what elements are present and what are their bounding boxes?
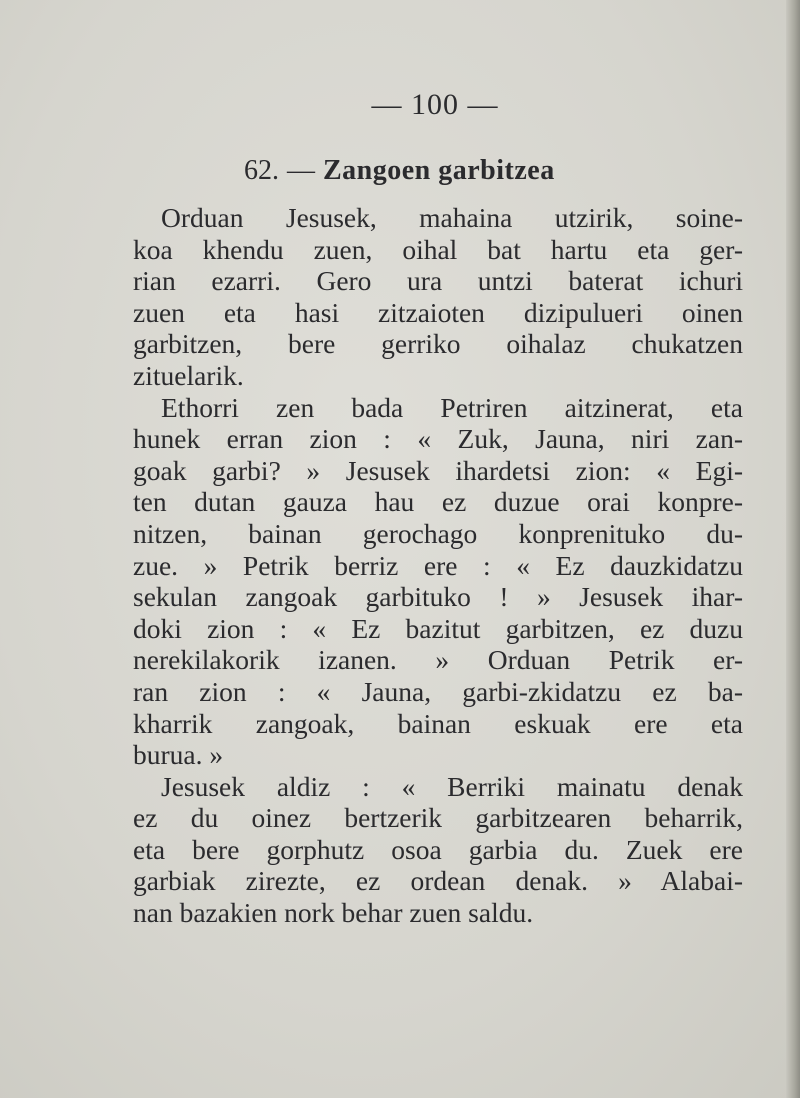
section-title — [244, 155, 555, 187]
text-line: eta bere gorphutz osoa garbia du. Zuek ere — [133, 833, 743, 865]
text-line: garbiak zirezte, ez ordean denak. » Alabai- — [133, 865, 743, 897]
text-line: goak garbi? » Jesusek ihardetsi zion: « Egi- — [133, 454, 743, 486]
text-line: kharrik zangoak, bainan eskuak ere eta — [133, 707, 743, 739]
section-dash: — — [287, 155, 315, 186]
text-line: ran zion : « Jauna, garbi-zkidatzu ez ba- — [133, 675, 743, 707]
section-number: 62. — [244, 155, 279, 186]
text-line: Orduan Jesusek, mahaina utzirik, soine- — [161, 202, 743, 233]
text-line: Ethorri zen bada Petriren aitzinerat, eta — [161, 391, 743, 423]
text-line: rian ezarri. Gero ura untzi baterat ichuri — [133, 265, 743, 297]
text-line: hunek erran zion : « Zuk, Jauna, niri zan- — [133, 423, 743, 455]
text-line: Jesusek aldiz : « Berriki mainatu denak — [161, 770, 743, 802]
text-line: zuen eta hasi zitzaioten dizipulueri oinen — [133, 296, 743, 328]
text-line: ez du oinez bertzerik garbitzearen beharrik, — [133, 802, 743, 834]
page-edge-shadow — [786, 0, 800, 1098]
text-line: sekulan zangoak garbituko ! » Jesusek ihar- — [133, 581, 743, 613]
section-heading: Zangoen garbitzea — [323, 155, 555, 186]
text-line: nan bazakien nork behar zuen saldu. — [133, 897, 534, 929]
text-line: zue. » Petrik berriz ere : « Ez dauzkidatzu — [133, 549, 743, 581]
text-line: doki zion : « Ez bazitut garbitzen, ez duzu — [133, 612, 743, 644]
text-line: ten dutan gauza hau ez duzue orai konpre- — [133, 486, 743, 518]
text-line: zituelarik. — [133, 359, 244, 391]
page-number: — 100 — — [371, 88, 499, 121]
text-line: garbitzen, bere gerriko oihalaz chukatzen — [133, 328, 743, 360]
text-line: koa khendu zuen, oihal bat hartu eta ger- — [133, 233, 743, 265]
text-line: nerekilakorik izanen. » Orduan Petrik er- — [133, 644, 743, 676]
body-text — [133, 202, 743, 929]
text-line: nitzen, bainan gerochago konprenituko du- — [133, 517, 743, 549]
text-line: burua. » — [133, 739, 224, 771]
